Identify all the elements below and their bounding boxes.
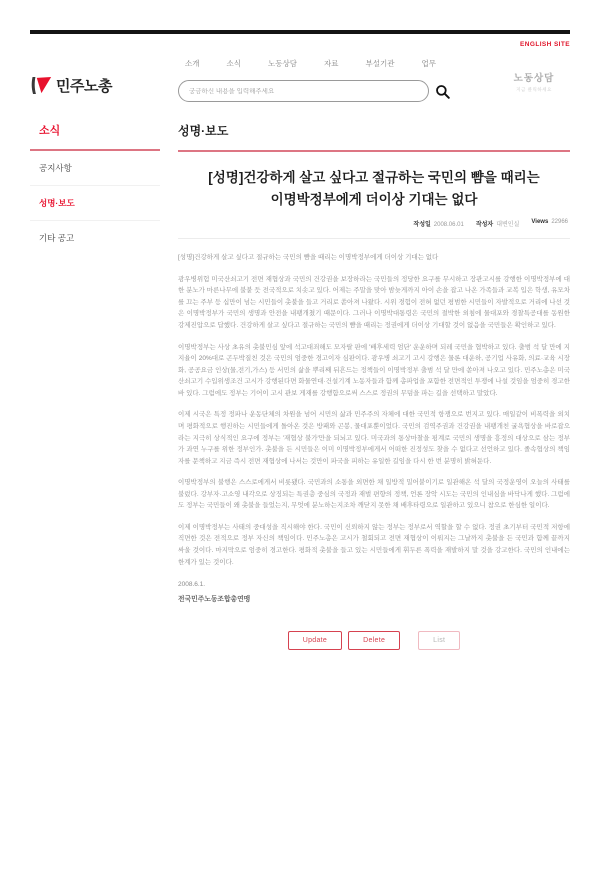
sidebar-title: 소식 bbox=[39, 125, 61, 137]
article-paragraph: 광우병위험 미국산쇠고기 전면 재협상과 국민의 건강권을 보장하라는 국민들의 정당한 요구를 무시하고 장관고시를 강행한 이명박정부에 대한 분노가 마른나무에 불붙 듯 전국적으로 치솟고 있다. 어제는 주말을 맞아 밤늦게까지 아이 손을 잡고 나온 가족들과 교복 입은 학생, 유모차를 끄는 주부 등 십만이 넘는 시민들이 촛불을 들고 거리로 쏟아져 나왔다. 시위 경험이 전혀 없던 평범한 시민들이 자발적으로 거리에 나선 것은 이명박정부가 국민의 생명과 안전을 내팽개쳤기 때문이다. 그러나 이명박대통령은 국민의 절박한 외침에 물대포와 경찰특공대를 동원한 강제진압으로 답했다. 건강하게 살고 싶다고 절규하는 국민의 뺨을 때리는 정권에게 더이상 기대할 것이 없음을 국민들은 확인하고 있다. bbox=[178, 275, 570, 329]
meta-author bbox=[476, 219, 520, 228]
nav-item-resources[interactable]: 자료 bbox=[323, 59, 339, 68]
top-black-bar bbox=[30, 30, 570, 34]
search-bar bbox=[178, 80, 450, 102]
meta-views-label: Views bbox=[531, 219, 549, 226]
sidebar-item-notice[interactable]: 공지사항 bbox=[30, 151, 160, 186]
logo[interactable] bbox=[30, 54, 178, 102]
article-paragraph: 이제 이명박정부는 사태의 중대성을 직시해야 한다. 국민이 신뢰하지 않는 정부는 정부로서 역할을 할 수 없다. 정권 초기부터 국민적 저항에 직면한 것은 전적으로 정부 자신의 책임이다. 민주노총은 고시가 철회되고 전면 재협상이 이뤄지는 그날까지 촛불을 든 국민과 함께 끝까지 싸울 것이다. 마지막으로 엄중히 경고한다. 평화적 촛불을 들고 있는 시민들에게 휘두른 폭력을 재발하지 말 것을 강고한다. 국민의 인내에는 한계가 있는 것이다. bbox=[178, 523, 570, 566]
article-title bbox=[204, 167, 544, 210]
labor-counsel-quicklink[interactable] bbox=[498, 54, 570, 102]
article-paragraph: 이명박정부의 불행은 스스로에게서 비롯됐다. 국민과의 소통을 외면한 채 일방적 밀어붙이기로 일관해온 석 달의 국정운영이 오늘의 사태를 불렀다. 강부자·고소영 내각으로 상징되는 특권층 중심의 국정과 재벌 편향의 정책, 언론 장악 시도는 국민의 인내심을 바닥나게 했다. 그럼에도 정부는 국민들이 왜 촛불을 들었는지, 무엇에 분노하는지조차 깨닫지 못한 채 배후타령으로 일관하고 있으니 참으로 한심한 일이다. bbox=[178, 479, 570, 510]
header bbox=[30, 54, 570, 102]
header-center bbox=[178, 54, 450, 102]
quicklink-title: 노동상담 bbox=[513, 73, 555, 84]
nav-item-tasks[interactable]: 업무 bbox=[421, 59, 436, 68]
sidebar-item-statements[interactable]: 성명·보도 bbox=[30, 186, 160, 221]
article-meta bbox=[180, 219, 568, 228]
english-site-link[interactable]: ENGLISH SITE bbox=[520, 41, 570, 48]
meta-views bbox=[531, 219, 568, 228]
meta-date-label: 작성일 bbox=[413, 222, 431, 229]
signoff-organization: 전국민주노동조합총연맹 bbox=[178, 596, 251, 604]
sidebar-item-other-announcements[interactable]: 기타 공고 bbox=[39, 233, 75, 243]
search-button[interactable] bbox=[435, 84, 450, 99]
article-title-line1: [성명]건강하게 살고 싶다고 절규하는 국민의 뺨을 때리는 bbox=[208, 170, 540, 185]
signoff-date: 2008.6.1. bbox=[178, 581, 206, 589]
content bbox=[178, 122, 570, 650]
meta-views-value: 22966 bbox=[551, 219, 568, 226]
article-paragraph: 이명박정부는 사상 초유의 촛불민심 앞에 석고대죄해도 모자랄 판에 '배후세력 엄단' 운운하며 되레 국민을 협박하고 있다. 출범 석 달 만에 지지율이 20%대로 곤두박질친 것은 국민의 엄중한 경고이자 심판이다. 광우병 쇠고기 고시 강행은 물론 대운하, 공기업 사유화, 의료·교육 시장화, 공공요금 인상(물,전기,가스) 등 서민의 삶을 뿌리째 뒤흔드는 정책들이 이명박정부 출범 석 달 만에 쏟아져 나오고 있다. 민주노총은 미국산쇠고기 수입위생조건 고시가 강행된다면 화물연대·건설기계 노동자들과 함께 총파업을 포함한 전면적인 투쟁에 나설 것임을 엄중히 경고한 바 있다. 그럼에도 정부는 기어이 고시 관보 게재를 강행함으로써 스스로 정권의 무덤을 파는 길을 선택하고 말았다. bbox=[178, 343, 570, 397]
update-button[interactable]: Update bbox=[288, 631, 342, 650]
article-actions bbox=[178, 631, 570, 650]
nav-item-affiliates[interactable]: 부설기관 bbox=[365, 59, 395, 68]
search-input[interactable] bbox=[189, 88, 418, 95]
article-title-line2: 이명박정부에게 더이상 기대는 없다 bbox=[270, 191, 478, 207]
article-top-divider bbox=[178, 238, 570, 239]
search-field-wrap bbox=[178, 80, 429, 102]
main bbox=[30, 122, 570, 650]
nav-item-labor-counsel[interactable]: 노동상담 bbox=[268, 59, 297, 68]
main-nav bbox=[178, 54, 450, 69]
article-paragraph: 이제 시국은 특정 정파나 운동단체의 차원을 넘어 시민의 삶과 민주주의 자체에 대한 국민적 항쟁으로 번지고 있다. 매일같이 비폭력을 외치며 평화적으로 행진하는 시민들에게 돌아온 것은 방패와 곤봉, 물대포뿐이었다. 국민의 검역주권과 건강권을 내팽개친 굴욕협상을 바로잡으라는 지극히 상식적인 요구에 정부는 '재협상 불가'만을 되뇌고 있다. 미국과의 통상마찰을 핑계로 국민의 생명을 흥정의 대상으로 삼는 정부가 과연 누구를 위한 정부인가. 촛불을 든 시민들은 이미 이명박정부에게서 어떠한 진정성도 찾을 수 없다고 선언하고 있다. 졸속협상의 책임자를 문책하고 지금 즉시 전면 재협상에 나서는 것만이 파국을 피하는 유일한 길임을 다시 한 번 분명히 밝혀둔다. bbox=[178, 411, 570, 465]
article-paragraph: [성명]건강하게 살고 싶다고 절규하는 국민의 뺨을 때리는 이명박정부에게 더이상 기대는 없다 bbox=[178, 254, 439, 262]
nav-item-news[interactable]: 소식 bbox=[226, 59, 241, 68]
meta-author-label: 작성자 bbox=[475, 222, 494, 229]
logo-text: 민주노총 bbox=[56, 77, 112, 95]
sidebar bbox=[30, 122, 160, 650]
list-button[interactable]: List bbox=[418, 631, 460, 650]
content-red-divider bbox=[178, 150, 570, 152]
page bbox=[30, 30, 570, 650]
article-body bbox=[178, 252, 570, 568]
nav-item-about[interactable]: 소개 bbox=[185, 59, 200, 68]
article-signoff bbox=[178, 581, 570, 603]
delete-button[interactable]: Delete bbox=[348, 631, 400, 650]
meta-author-value: 대변인실 bbox=[496, 222, 520, 229]
kctu-flag-icon bbox=[30, 76, 52, 95]
quicklink-subtitle: 지금 클릭하세요 bbox=[516, 87, 552, 92]
meta-date bbox=[413, 219, 463, 228]
meta-date-value: 2008.06.01 bbox=[433, 222, 464, 229]
search-icon bbox=[435, 87, 450, 102]
page-title: 성명·보도 bbox=[178, 124, 229, 138]
